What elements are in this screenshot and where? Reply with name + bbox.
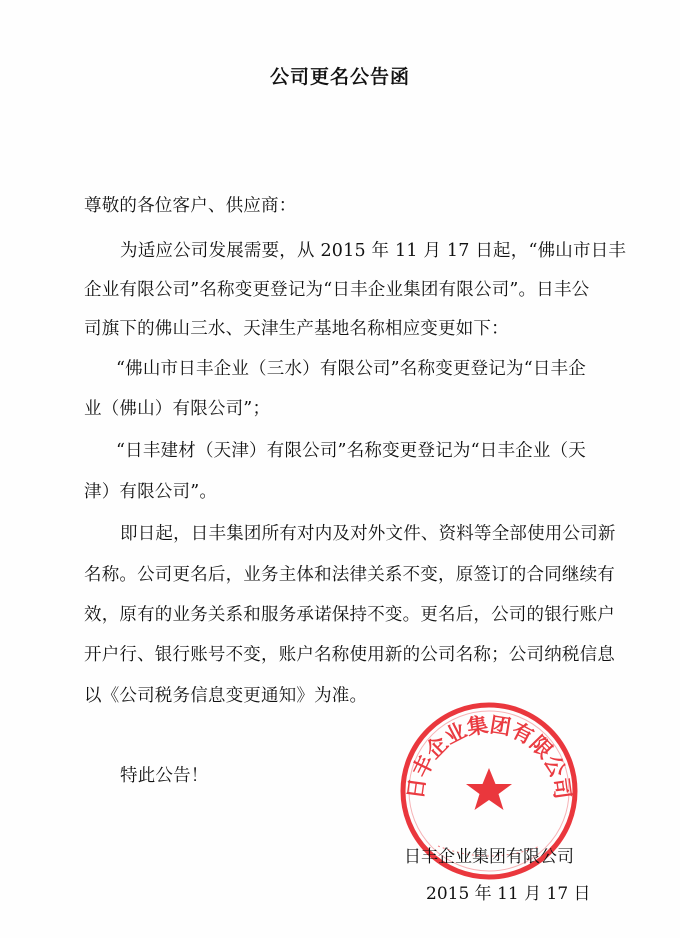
signature-date: 2015 年 11 月 17 日	[426, 884, 591, 904]
body-line: 为适应公司发展需要，从 2015 年 11 月 17 日起，“佛山市日丰	[120, 241, 627, 261]
body-line: 效，原有的业务关系和服务承诺保持不变。更名后，公司的银行账户	[84, 605, 615, 625]
body-line: 名称。公司更名后，业务主体和法律关系不变，原签订的合同继续有	[84, 565, 615, 585]
body-line: 司旗下的佛山三水、天津生产基地名称相应变更如下：	[84, 319, 509, 339]
body-line: “佛山市日丰企业（三水）有限公司”名称变更登记为“日丰企	[116, 359, 586, 379]
body-line: 开户行、银行账号不变，账户名称使用新的公司名称；公司纳税信息	[84, 645, 615, 665]
document-title: 公司更名公告函	[269, 66, 410, 88]
body-line: 业（佛山）有限公司”；	[84, 399, 271, 419]
body-line: 即日起，日丰集团所有对内及对外文件、资料等全部使用公司新	[120, 524, 616, 544]
signature-company: 日丰企业集团有限公司	[404, 847, 574, 867]
seal-star-icon	[466, 768, 512, 810]
body-line: 津）有限公司”。	[84, 482, 218, 502]
closing-text: 特此公告！	[120, 766, 209, 786]
seal-text: 日丰企业集团有限公司	[403, 712, 575, 801]
body-line: “日丰建材（天津）有限公司”名称变更登记为“日丰企业（天	[116, 441, 586, 461]
body-line: 以《公司税务信息变更通知》为准。	[84, 686, 368, 706]
body-line: 企业有限公司”名称变更登记为“日丰企业集团有限公司”。日丰公	[84, 280, 590, 300]
salutation: 尊敬的各位客户、供应商：	[84, 196, 297, 216]
